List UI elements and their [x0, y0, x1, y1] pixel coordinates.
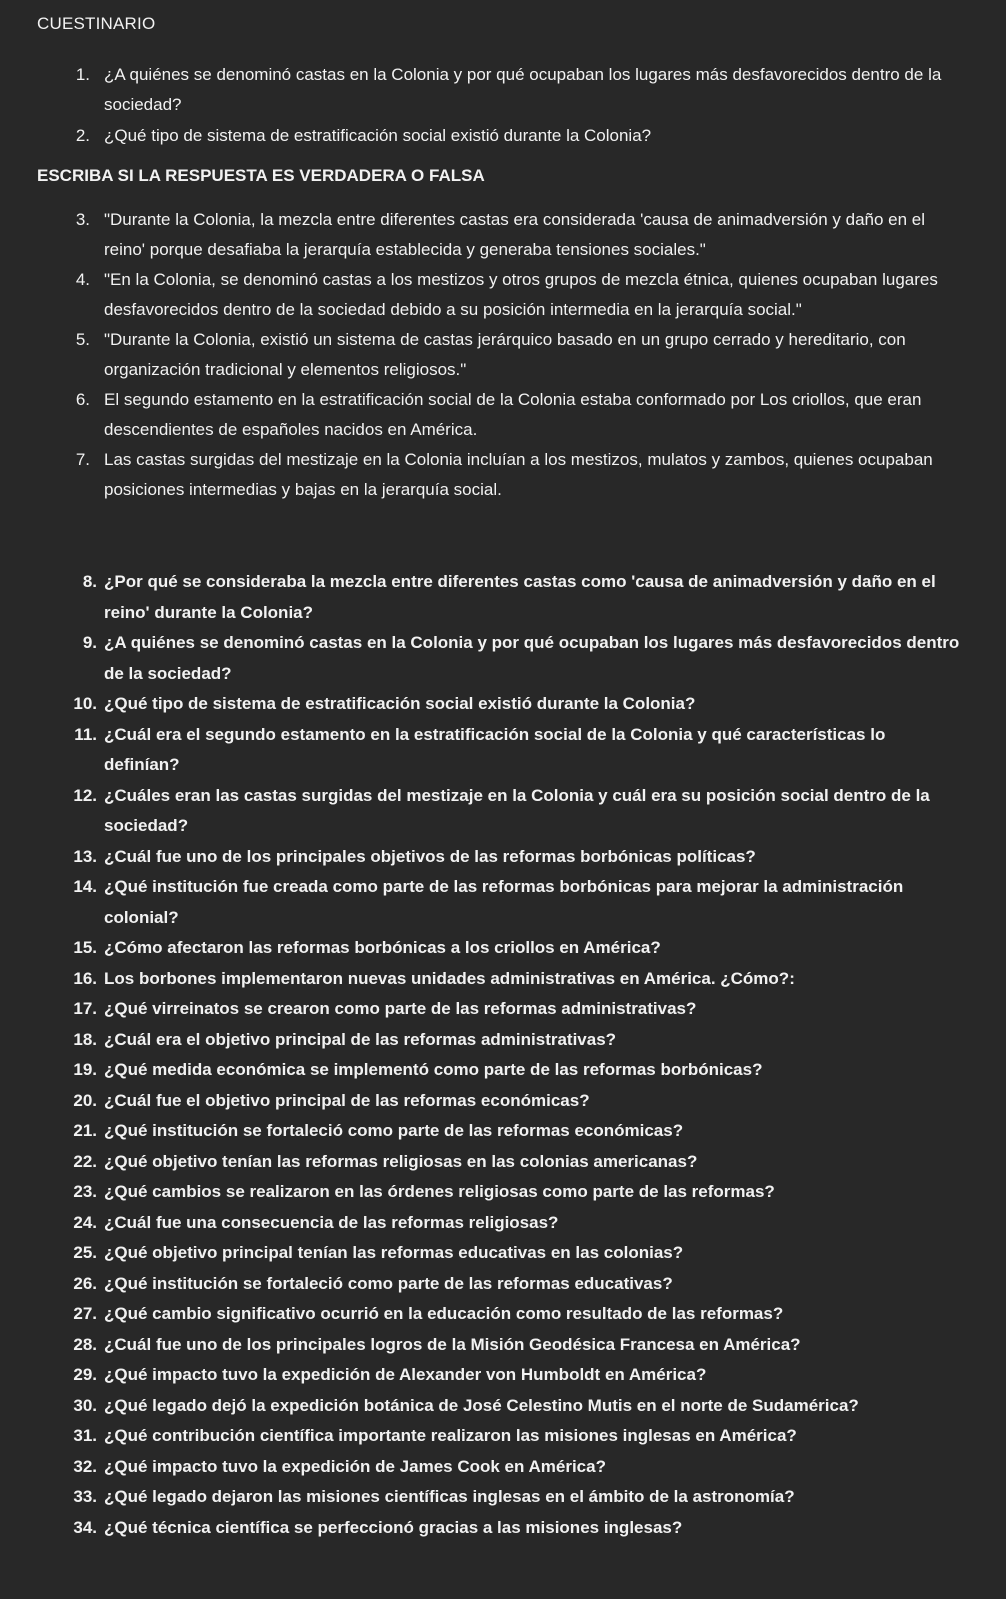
bold-questions-list	[0, 567, 1006, 1543]
item-number: 13.	[73, 846, 97, 866]
list-item	[0, 933, 1006, 964]
list-item	[0, 1391, 1006, 1422]
item-number: 24.	[73, 1212, 97, 1232]
list-item	[0, 1452, 1006, 1483]
item-text: ¿Qué tipo de sistema de estratificación social existió durante la Colonia?	[104, 694, 696, 713]
item-number: 18.	[73, 1029, 97, 1049]
item-number: 3.	[75, 210, 90, 229]
item-number: 5.	[75, 330, 90, 349]
list-item	[0, 628, 1006, 689]
item-text: ¿Cuál fue uno de los principales objetivos de las reformas borbónicas políticas?	[104, 846, 756, 866]
document-title: CUESTINARIO	[37, 14, 156, 33]
item-number: 25.	[73, 1243, 97, 1262]
item-text: Los borbones implementaron nuevas unidades administrativas en América. ¿Cómo?:	[104, 968, 795, 988]
item-text: ¿Cuál fue una consecuencia de las reformas religiosas?	[104, 1212, 559, 1232]
item-number: 22.	[73, 1151, 97, 1171]
item-text: ¿Qué institución se fortaleció como parte de las reformas educativas?	[104, 1273, 673, 1293]
item-text: ¿Qué cambio significativo ocurrió en la educación como resultado de las reformas?	[104, 1304, 784, 1323]
list-item	[0, 1299, 1006, 1330]
list-item	[0, 60, 1006, 120]
item-text: ¿Cuáles eran las castas surgidas del mestizaje en la Colonia y cuál era su posición social dentro de la sociedad?	[104, 785, 930, 835]
item-text: ¿Cuál fue uno de los principales logros de la Misión Geodésica Francesa en América?	[104, 1334, 801, 1354]
list-item	[0, 689, 1006, 720]
item-text: "En la Colonia, se denominó castas a los mestizos y otros grupos de mezcla étnica, quienes ocupaban lugares desfavorecidos dentro de la sociedad debido a su posición intermedia en la jerarquía social."	[104, 270, 938, 319]
item-text: ¿Qué objetivo principal tenían las reformas educativas en las colonias?	[104, 1243, 684, 1262]
item-number: 26.	[73, 1273, 97, 1293]
list-item	[0, 720, 1006, 781]
list-item	[0, 1421, 1006, 1452]
item-number: 32.	[73, 1456, 97, 1476]
list-item	[0, 1269, 1006, 1300]
item-number: 21.	[73, 1121, 97, 1140]
item-number: 19.	[73, 1060, 97, 1079]
list-item	[0, 842, 1006, 873]
item-text: ¿Cuál era el objetivo principal de las reformas administrativas?	[104, 1029, 617, 1049]
item-text: ¿Qué institución fue creada como parte de las reformas borbónicas para mejorar la administración colonial?	[104, 877, 904, 927]
item-number: 20.	[73, 1090, 97, 1110]
list-item	[0, 1330, 1006, 1361]
item-text: ¿Qué virreinatos se crearon como parte de las reformas administrativas?	[104, 999, 697, 1018]
item-number: 4.	[75, 270, 90, 289]
section-heading: ESCRIBA SI LA RESPUESTA ES VERDADERA O FALSA	[37, 166, 485, 185]
item-text: ¿Qué objetivo tenían las reformas religiosas en las colonias americanas?	[104, 1151, 698, 1171]
list-item	[0, 872, 1006, 933]
list-item	[0, 1147, 1006, 1178]
list-item	[0, 121, 1006, 151]
list-item	[0, 1025, 1006, 1056]
item-text: ¿A quiénes se denominó castas en la Colonia y por qué ocupaban los lugares más desfavorecidos dentro de la sociedad?	[104, 65, 942, 114]
list-item	[0, 1116, 1006, 1147]
item-text: Las castas surgidas del mestizaje en la Colonia incluían a los mestizos, mulatos y zambos, quienes ocupaban posiciones intermedias y bajas en la jerarquía social.	[104, 450, 933, 499]
item-number: 6.	[75, 390, 90, 409]
list-item	[0, 1482, 1006, 1513]
list-item	[0, 325, 1006, 385]
item-number: 14.	[73, 877, 97, 896]
item-text: ¿Qué impacto tuvo la expedición de Alexander von Humboldt en América?	[104, 1365, 707, 1384]
list-item	[0, 205, 1006, 265]
list-item	[0, 994, 1006, 1025]
item-number: 9.	[82, 633, 97, 652]
item-number: 10.	[73, 694, 97, 713]
item-number: 7.	[75, 450, 90, 469]
list-item	[0, 1238, 1006, 1269]
item-number: 33.	[73, 1487, 97, 1506]
list-item	[0, 1177, 1006, 1208]
item-number: 15.	[73, 938, 97, 957]
item-text: "Durante la Colonia, existió un sistema de castas jerárquico basado en un grupo cerrado y hereditario, con organización tradicional y elementos religiosos."	[104, 330, 906, 379]
item-text: ¿Cuál era el segundo estamento en la estratificación social de la Colonia y qué características lo definían?	[104, 724, 886, 774]
item-text: ¿Qué técnica científica se perfeccionó gracias a las misiones inglesas?	[104, 1517, 683, 1537]
item-text: ¿Qué tipo de sistema de estratificación social existió durante la Colonia?	[104, 126, 652, 145]
list-item	[0, 1360, 1006, 1391]
item-number: 12.	[73, 785, 97, 805]
item-number: 8.	[82, 572, 97, 591]
item-number: 28.	[73, 1334, 97, 1354]
item-text: ¿A quiénes se denominó castas en la Colonia y por qué ocupaban los lugares más desfavorecidos dentro de la sociedad?	[104, 633, 960, 683]
item-text: ¿Qué contribución científica importante realizaron las misiones inglesas en América?	[104, 1426, 797, 1445]
list-item	[0, 385, 1006, 445]
item-number: 30.	[73, 1395, 97, 1415]
list-item	[0, 1086, 1006, 1117]
item-number: 27.	[73, 1304, 97, 1323]
item-number: 17.	[73, 999, 97, 1018]
item-text: ¿Qué legado dejó la expedición botánica de José Celestino Mutis en el norte de Sudamérica?	[104, 1395, 859, 1415]
item-number: 23.	[73, 1182, 97, 1201]
open-questions-list	[0, 60, 1006, 152]
item-text: ¿Qué institución se fortaleció como parte de las reformas económicas?	[104, 1121, 684, 1140]
true-false-list	[0, 205, 1006, 505]
item-text: ¿Por qué se consideraba la mezcla entre diferentes castas como 'causa de animadversión y daño en el reino' durante la Colonia?	[104, 572, 936, 622]
item-text: ¿Cómo afectaron las reformas borbónicas a los criollos en América?	[104, 938, 661, 957]
item-number: 1.	[75, 65, 90, 84]
list-item	[0, 265, 1006, 325]
list-item	[0, 1055, 1006, 1086]
item-number: 31.	[73, 1426, 97, 1445]
list-item	[0, 781, 1006, 842]
item-text: ¿Qué legado dejaron las misiones científicas inglesas en el ámbito de la astronomía?	[104, 1487, 795, 1506]
list-item	[0, 1513, 1006, 1544]
item-text: "Durante la Colonia, la mezcla entre diferentes castas era considerada 'causa de animadversión y daño en el reino' porque desafiaba la jerarquía establecida y generaba tensiones sociales."	[104, 210, 926, 259]
item-text: ¿Qué cambios se realizaron en las órdenes religiosas como parte de las reformas?	[104, 1182, 775, 1201]
item-number: 29.	[73, 1365, 97, 1384]
item-text: El segundo estamento en la estratificación social de la Colonia estaba conformado por Los criollos, que eran descendientes de españoles nacidos en América.	[104, 390, 922, 439]
list-item	[0, 445, 1006, 505]
list-item	[0, 1208, 1006, 1239]
list-item	[0, 567, 1006, 628]
item-number: 11.	[74, 724, 97, 744]
item-number: 34.	[73, 1517, 97, 1537]
item-text: ¿Cuál fue el objetivo principal de las reformas económicas?	[104, 1090, 590, 1110]
item-text: ¿Qué medida económica se implementó como parte de las reformas borbónicas?	[104, 1060, 763, 1079]
item-number: 16.	[73, 968, 97, 988]
list-item	[0, 964, 1006, 995]
item-number: 2.	[75, 126, 90, 145]
item-text: ¿Qué impacto tuvo la expedición de James Cook en América?	[104, 1456, 606, 1476]
